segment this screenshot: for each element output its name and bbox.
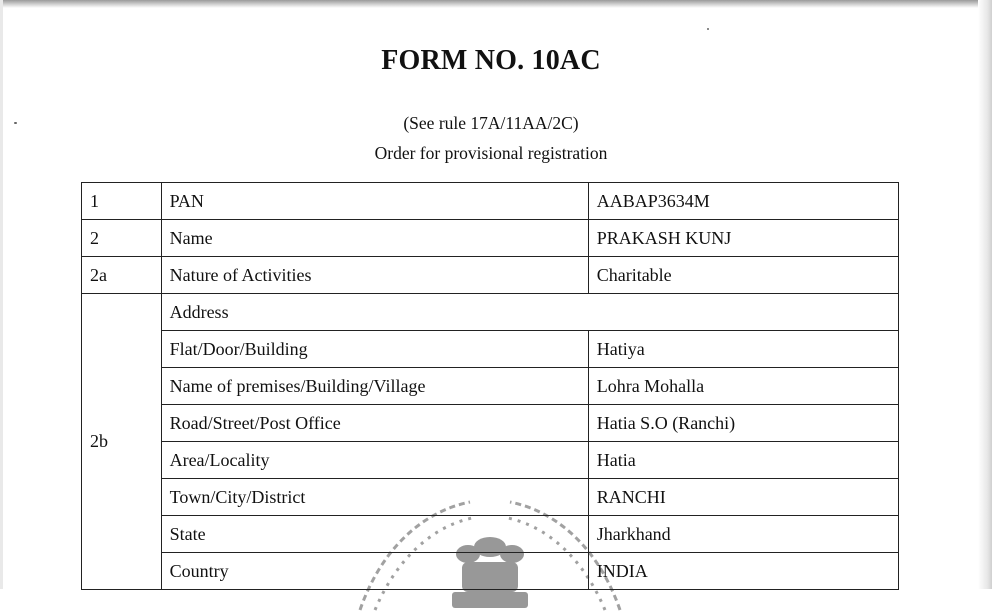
field-value: PRAKASH KUNJ [588, 220, 898, 257]
field-value: Hatiya [588, 331, 898, 368]
table-row [82, 294, 899, 331]
form-title: FORM NO. 10AC [381, 45, 601, 76]
field-label: Area/Locality [161, 442, 588, 479]
field-label: Town/City/District [161, 479, 588, 516]
table-row [82, 405, 899, 442]
scan-left-edge [0, 0, 3, 589]
field-value: Charitable [588, 257, 898, 294]
field-label: Name [161, 220, 588, 257]
field-value: Hatia S.O (Ranchi) [588, 405, 898, 442]
field-value: Jharkhand [588, 516, 898, 553]
table-row [82, 553, 899, 590]
row-number: 2 [82, 220, 162, 257]
table-row [82, 220, 899, 257]
scan-right-edge [978, 0, 992, 589]
field-label: State [161, 516, 588, 553]
row-number: 1 [82, 183, 162, 220]
address-heading: Address [161, 294, 898, 331]
field-value: INDIA [588, 553, 898, 590]
table-row [82, 183, 899, 220]
field-label: Nature of Activities [161, 257, 588, 294]
field-label: Road/Street/Post Office [161, 405, 588, 442]
field-label: Name of premises/Building/Village [161, 368, 588, 405]
field-value: AABAP3634M [588, 183, 898, 220]
table-row [82, 331, 899, 368]
table-row [82, 257, 899, 294]
form-subtitle: Order for provisional registration [374, 143, 608, 163]
table-row [82, 368, 899, 405]
field-value: RANCHI [588, 479, 898, 516]
registration-details-table [81, 182, 899, 590]
field-label: PAN [161, 183, 588, 220]
row-number: 2b [82, 294, 162, 590]
field-value: Hatia [588, 442, 898, 479]
table-row [82, 442, 899, 479]
table-row [82, 516, 899, 553]
field-label: Country [161, 553, 588, 590]
field-label: Flat/Door/Building [161, 331, 588, 368]
form-rule-reference: (See rule 17A/11AA/2C) [403, 113, 579, 133]
scan-speck [707, 28, 709, 30]
scan-top-edge [0, 0, 992, 8]
row-number: 2a [82, 257, 162, 294]
field-value: Lohra Mohalla [588, 368, 898, 405]
table-row [82, 479, 899, 516]
